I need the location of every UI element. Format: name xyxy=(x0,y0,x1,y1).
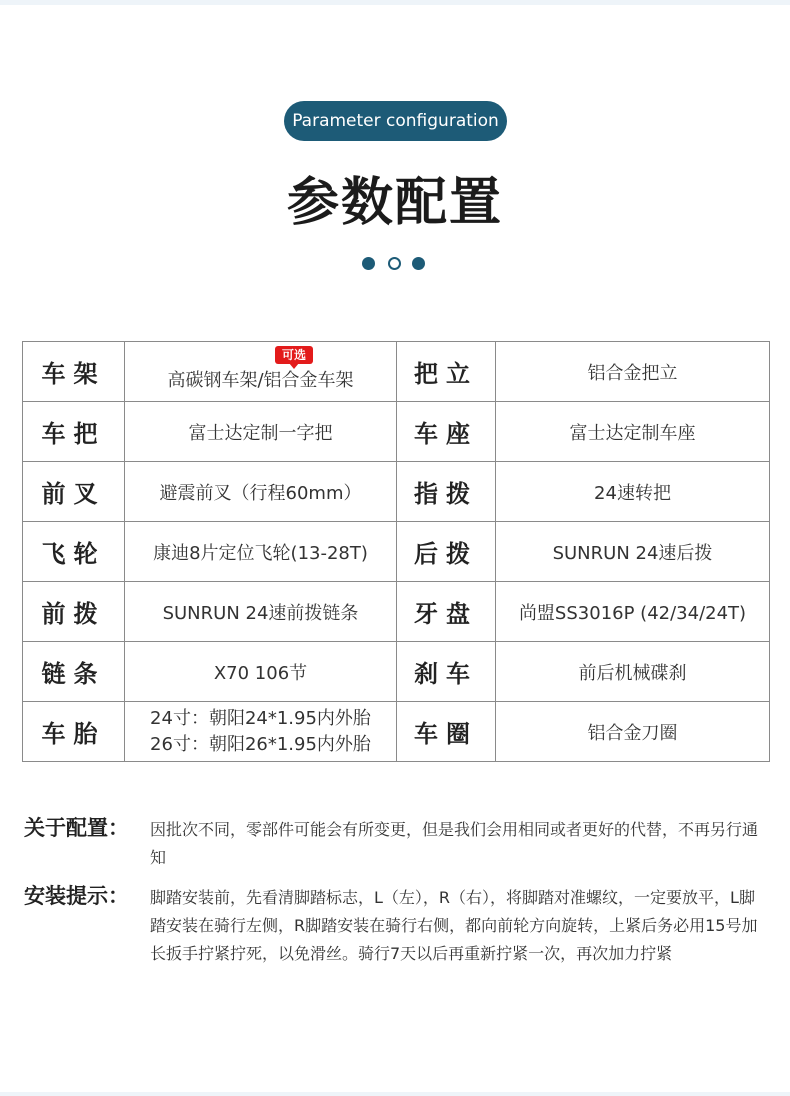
config-note-label: 关于配置： xyxy=(24,816,129,840)
table-row xyxy=(23,642,770,702)
dot-filled-icon xyxy=(362,257,375,270)
spec-value: SUNRUN 24速前拨链条 xyxy=(125,582,397,642)
top-strip xyxy=(0,0,790,5)
spec-key: 牙盘 xyxy=(397,582,496,642)
dot-ring-icon xyxy=(388,257,401,270)
install-note xyxy=(24,880,770,1000)
spec-value-text: 高碳钢车架/铝合金车架 xyxy=(167,369,354,391)
table-row xyxy=(23,582,770,642)
spec-value-multiline xyxy=(150,706,371,758)
parameter-config-pill: Parameter configuration xyxy=(284,101,507,141)
install-note-label: 安装提示： xyxy=(24,884,129,908)
dot-filled-icon xyxy=(412,257,425,270)
spec-key: 飞轮 xyxy=(23,522,125,582)
spec-value: X70 106节 xyxy=(125,642,397,702)
spec-key: 车把 xyxy=(23,402,125,462)
spec-key: 前叉 xyxy=(23,462,125,522)
spec-key: 车胎 xyxy=(23,702,125,762)
spec-key: 前拨 xyxy=(23,582,125,642)
spec-value: 富士达定制一字把 xyxy=(125,402,397,462)
table-row xyxy=(23,702,770,762)
spec-key: 刹车 xyxy=(397,642,496,702)
spec-key: 车圈 xyxy=(397,702,496,762)
spec-value-line: 24寸：朝阳24*1.95内外胎 xyxy=(150,707,371,729)
bottom-strip xyxy=(0,1092,790,1096)
spec-value: 24速转把 xyxy=(496,462,770,522)
spec-value xyxy=(125,342,397,402)
spec-value-line: 26寸：朝阳26*1.95内外胎 xyxy=(150,733,371,755)
table-row xyxy=(23,342,770,402)
spec-key: 车架 xyxy=(23,342,125,402)
install-note-text: 脚踏安装前，先看清脚踏标志，L（左），R（右），将脚踏对准螺纹，一定要放平，L脚踏安装在骑行左侧，R脚踏安装在骑行右侧，都向前轮方向旋转，上紧后务必用15号加长扳手拧紧拧死，以免滑丝。骑行7天以后再重新拧紧一次，再次加力拧紧 xyxy=(150,888,758,963)
pagination-dots xyxy=(362,257,428,271)
spec-value xyxy=(125,702,397,762)
spec-key: 后拨 xyxy=(397,522,496,582)
spec-value: SUNRUN 24速后拨 xyxy=(496,522,770,582)
spec-key: 车座 xyxy=(397,402,496,462)
spec-key: 链条 xyxy=(23,642,125,702)
table-row xyxy=(23,522,770,582)
spec-value: 康迪8片定位飞轮(13-28T) xyxy=(125,522,397,582)
config-note-text: 因批次不同，零部件可能会有所变更，但是我们会用相同或者更好的代替，不再另行通知 xyxy=(150,820,759,867)
spec-value: 避震前叉（行程60mm） xyxy=(125,462,397,522)
spec-table xyxy=(22,341,770,762)
spec-value: 尚盟SS3016P (42/34/24T) xyxy=(496,582,770,642)
optional-tag: 可选 xyxy=(275,346,313,364)
table-row xyxy=(23,462,770,522)
spec-value: 铝合金刀圈 xyxy=(496,702,770,762)
spec-value: 富士达定制车座 xyxy=(496,402,770,462)
config-note xyxy=(24,812,770,872)
table-row xyxy=(23,402,770,462)
spec-key: 把立 xyxy=(397,342,496,402)
spec-value: 前后机械碟刹 xyxy=(496,642,770,702)
page-title: 参数配置 xyxy=(286,173,503,233)
spec-key: 指拨 xyxy=(397,462,496,522)
spec-value: 铝合金把立 xyxy=(496,342,770,402)
